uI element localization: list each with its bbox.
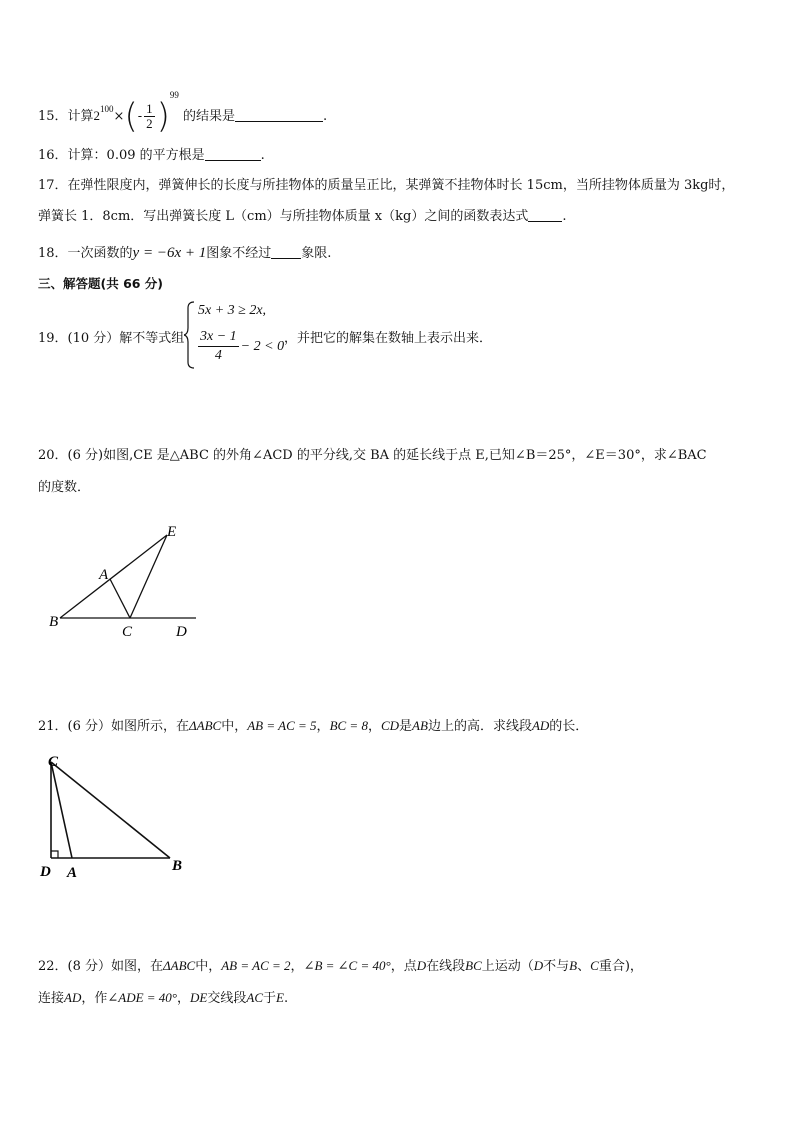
question-19: 19．(10 分）解不等式组 bbox=[38, 331, 185, 346]
label-a: A bbox=[67, 865, 78, 880]
label-e: E bbox=[167, 524, 177, 540]
question-17-line-2: 弹簧长 1．8cm．写出弹簧长度 L（cm）与所挂物体质量 x（kg）之间的函数表达式 . bbox=[38, 209, 567, 224]
section-title: 三、解答题(共 66 分) bbox=[38, 276, 164, 291]
answer-blank-15[interactable] bbox=[235, 107, 323, 122]
line-be bbox=[60, 535, 167, 618]
line-ac bbox=[110, 579, 130, 618]
base-2: 2 bbox=[93, 108, 101, 123]
question-22-line-1: 22．(8 分）如图，在ΔABC中，AB = AC = 2，∠B = ∠C = 40°，点D在线段BC上运动（D不与B、C重合)， bbox=[38, 958, 643, 974]
question-19-tail: ，并把它的解集在数轴上表示出来． bbox=[284, 331, 493, 346]
right-angle-mark-icon bbox=[51, 851, 58, 858]
label-d: D bbox=[40, 864, 51, 880]
label-b: B bbox=[49, 614, 59, 630]
line-ce bbox=[130, 535, 167, 618]
linear-function: y = −6x + 1 bbox=[132, 245, 207, 261]
answer-blank-18[interactable] bbox=[271, 244, 301, 259]
answer-blank-16[interactable] bbox=[205, 146, 261, 161]
question-20-line-2: 的度数． bbox=[38, 480, 91, 495]
label-c: C bbox=[122, 624, 133, 640]
fraction-half: $\frac{1}{2}$ bbox=[146, 101, 153, 131]
inequality-2-tail: − 2 < 0 bbox=[240, 338, 285, 354]
fraction-3x-1-over-4: $\frac{3x - 1}{4}$ bbox=[200, 329, 237, 363]
question-20-line-1: 20．(6 分)如图,CE 是△ABC 的外角∠ACD 的平分线,交 BA 的延长线于点 E,已知∠B＝25°，∠E＝30°，求∠BAC bbox=[38, 448, 707, 463]
question-21: 21．(6 分）如图所示，在ΔABC中，AB = AC = 5，BC = 8，CD是AB边上的高．求线段AD的长． bbox=[38, 718, 589, 734]
figure-q20 bbox=[40, 522, 210, 642]
label-d: D bbox=[176, 624, 187, 640]
label-a: A bbox=[99, 567, 109, 583]
answer-blank-17[interactable] bbox=[528, 207, 562, 222]
question-17-line-1: 17．在弹性限度内，弹簧伸长的长度与所挂物体的质量呈正比，某弹簧不挂物体时长 15cm，当所挂物体质量为 3kg时， bbox=[38, 178, 735, 193]
label-c: C bbox=[48, 754, 59, 770]
label-b: B bbox=[172, 858, 183, 874]
left-brace-icon bbox=[184, 300, 196, 370]
inequality-1: 5x + 3 ≥ 2x, bbox=[198, 303, 267, 318]
question-22-line-2: 连接AD，作∠ADE = 40°，DE交线段AC于E. bbox=[38, 990, 289, 1006]
question-18: 18．一次函数的y = −6x + 1图象不经过 象限. bbox=[38, 245, 332, 261]
exponent-100: 100 bbox=[100, 104, 114, 114]
question-15: 15．计算$2^{100}\times(-$ $\frac{1}{2}$ )$^{99}$ 的结果是 . bbox=[38, 90, 328, 137]
figure-q21 bbox=[36, 750, 196, 880]
exponent-99: 99 bbox=[169, 90, 179, 100]
inequality-system bbox=[184, 300, 294, 370]
question-16: 16．计算：0.09 的平方根是 . bbox=[38, 148, 265, 163]
